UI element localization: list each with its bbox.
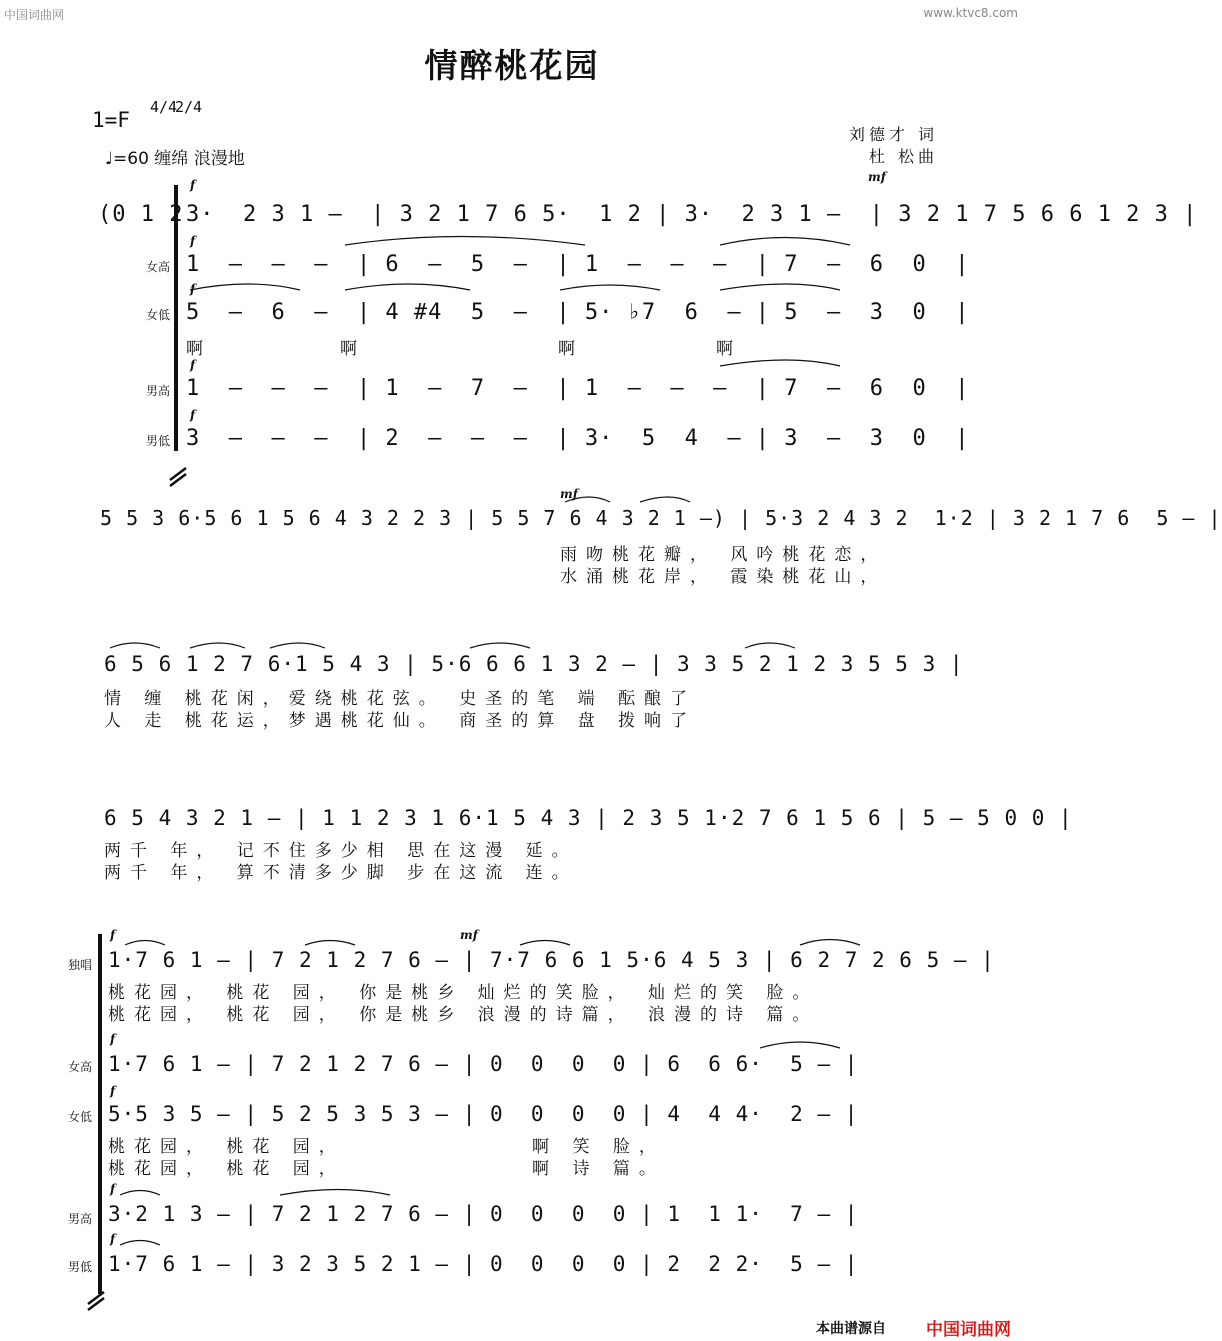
dynamic-f: f bbox=[190, 282, 196, 296]
time-signature-1: 4/4 bbox=[150, 98, 178, 116]
dynamic-mf: mf bbox=[868, 170, 886, 184]
staff-alto-notes: 5 – 6 – | 4 #4 5 – | 5· ♭7 6 – | 5 – 3 0 | bbox=[186, 300, 970, 325]
staff-melody-notes: 3· 2 3 1 – | 3 2 1 7 6 5· 1 2 | 3· 2 3 1 – | 3 2 1 7 5 6 6 1 2 3 | bbox=[186, 202, 1198, 227]
staff-tenor-notes: 1 – – – | 1 – 7 – | 1 – – – | 7 – 6 0 | bbox=[186, 376, 970, 401]
page-title: 情醉桃花园 bbox=[424, 46, 600, 85]
tempo-marking: ♩=60 缠绵 浪漫地 bbox=[105, 149, 245, 169]
dynamic-mf: mf bbox=[560, 487, 578, 501]
part-label-solo: 独唱 bbox=[67, 958, 92, 972]
intro-notes: (0 1 2 bbox=[98, 202, 184, 227]
dynamic-f: f bbox=[110, 1232, 116, 1246]
dynamic-f: f bbox=[190, 178, 196, 192]
part-label-soprano: 女高 bbox=[67, 1060, 92, 1074]
staff-bass-notes: 3 – – – | 2 – – – | 3· 5 4 – | 3 – 3 0 | bbox=[186, 426, 970, 451]
line2-notes: 5 5 3 6·5 6 1 5 6 4 3 2 2 3 | 5 5 7 6 4 3 2 1 –) | 5·3 2 4 3 2 1·2 | 3 2 1 7 6 5 – | bbox=[100, 506, 1222, 530]
staff2-bass-notes: 1·7 6 1 – | 3 2 3 5 2 1 – | 0 0 0 0 | 2 2 2· 5 – | bbox=[108, 1252, 859, 1276]
watermark-right: www.ktvc8.com bbox=[923, 6, 1018, 20]
line3-lyric-verse1: 情 缠 桃花闲，爱绕桃花弦。 史圣的笔 端 酝酿了 bbox=[104, 689, 697, 709]
staff-soprano-notes: 1 – – – | 6 – 5 – | 1 – – – | 7 – 6 0 | bbox=[186, 252, 970, 277]
line4-notes: 6 5 4 3 2 1 – | 1 1 2 3 1 6·1 5 4 3 | 2 3 5 1·2 7 6 1 5 6 | 5 – 5 0 0 | bbox=[104, 806, 1073, 830]
dynamic-f: f bbox=[110, 928, 116, 942]
line2-lyric-verse1: 雨吻桃花瓣， 风吟桃花恋， bbox=[560, 545, 887, 565]
staff-solo-notes: 1·7 6 1 – | 7 2 1 2 7 6 – | 7·7 6 6 1 5·6 4 5 3 | 6 2 7 2 6 5 – | bbox=[108, 948, 995, 972]
dynamic-f: f bbox=[190, 408, 196, 422]
part-label-alto: 女低 bbox=[67, 1110, 92, 1124]
dynamic-f: f bbox=[110, 1032, 116, 1046]
dynamic-f: f bbox=[190, 234, 196, 248]
footer-source-text: 本曲谱源自 bbox=[816, 1321, 886, 1337]
part-label-soprano: 女高 bbox=[145, 260, 170, 274]
part-label-bass: 男低 bbox=[67, 1260, 92, 1274]
staff2-tenor-notes: 3·2 1 3 – | 7 2 1 2 7 6 – | 0 0 0 0 | 1 1 1· 7 – | bbox=[108, 1202, 859, 1226]
dynamic-mf: mf bbox=[460, 928, 478, 942]
time-signature-2: 2/4 bbox=[175, 98, 203, 116]
staff2-soprano-notes: 1·7 6 1 – | 7 2 1 2 7 6 – | 0 0 0 0 | 6 6 6· 5 – | bbox=[108, 1052, 859, 1076]
part-label-tenor: 男高 bbox=[67, 1212, 92, 1226]
line4-lyric-verse2: 两千 年， 算不清多少脚 步在这流 连。 bbox=[104, 863, 578, 883]
part-label-bass: 男低 bbox=[145, 434, 170, 448]
line4-lyric-verse1: 两千 年， 记不住多少相 思在这漫 延。 bbox=[104, 841, 578, 861]
alto-lyric-verse2: 桃花园， 桃花 园， 啊 诗 篇。 bbox=[108, 1159, 665, 1179]
composer-credit: 杜 松曲 bbox=[868, 147, 938, 166]
dynamic-f: f bbox=[110, 1084, 116, 1098]
alto-lyric-verse1: 桃花园， 桃花 园， 啊 笑 脸， bbox=[108, 1137, 665, 1157]
line3-notes: 6 5 6 1 2 7 6·1 5 4 3 | 5·6 6 6 1 3 2 – | 3 3 5 2 1 2 3 5 5 3 | bbox=[104, 652, 964, 676]
footer-site-link[interactable]: 中国词曲网 bbox=[926, 1320, 1011, 1340]
lyricist-credit: 刘德才 词 bbox=[848, 125, 938, 144]
watermark-left: 中国词曲网 bbox=[4, 8, 65, 22]
line2-lyric-verse2: 水涌桃花岸， 霞染桃花山， bbox=[560, 567, 887, 587]
lyric-ah-2: 啊 bbox=[340, 339, 366, 359]
staff2-alto-notes: 5·5 3 5 – | 5 2 5 3 5 3 – | 0 0 0 0 | 4 4 4· 2 – | bbox=[108, 1102, 859, 1126]
dynamic-f: f bbox=[110, 1182, 116, 1196]
lyric-ah-1: 啊 bbox=[186, 339, 212, 359]
line3-lyric-verse2: 人 走 桃花运，梦遇桃花仙。 商圣的算 盘 拨响了 bbox=[104, 711, 697, 731]
lyric-ah-4: 啊 bbox=[716, 339, 742, 359]
solo-lyric-verse1: 桃花园， 桃花 园， 你是桃乡 灿烂的笑脸， 灿烂的笑 脸。 bbox=[108, 983, 819, 1003]
solo-lyric-verse2: 桃花园， 桃花 园， 你是桃乡 浪漫的诗篇， 浪漫的诗 篇。 bbox=[108, 1005, 819, 1025]
key-signature: 1=F bbox=[92, 108, 130, 132]
lyric-ah-3: 啊 bbox=[558, 339, 584, 359]
part-label-tenor: 男高 bbox=[145, 384, 170, 398]
dynamic-f: f bbox=[190, 358, 196, 372]
part-label-alto: 女低 bbox=[145, 308, 170, 322]
